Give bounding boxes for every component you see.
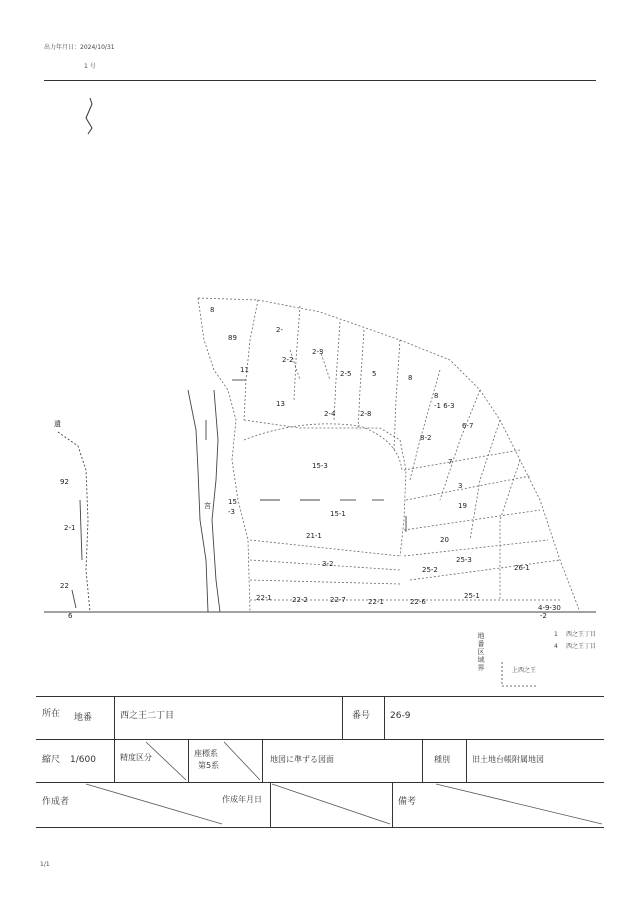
lot-label: 2-3	[312, 348, 324, 356]
lot-label: 20	[440, 536, 449, 544]
lot-label: 4-9-30	[538, 604, 561, 612]
lot-label: 13	[276, 400, 285, 408]
location-value: 西之王二丁目	[120, 711, 175, 721]
label-creator: 作成者	[42, 797, 70, 807]
lot-label: 22-2	[292, 596, 308, 604]
lot-label: 15-1	[330, 510, 346, 518]
lot-label: 2-1	[64, 524, 76, 532]
type-value: 旧土地台帳附属地図	[472, 755, 544, 764]
map-kind: 地図に準ずる図面	[270, 755, 334, 764]
lot-label: 2-4	[324, 410, 336, 418]
lot-label: 22	[60, 582, 69, 590]
label-notes: 備考	[398, 797, 417, 807]
lot-label: 92	[60, 478, 69, 486]
print-date: 出力年月日：2024/10/31	[44, 44, 115, 51]
label-location: 所在	[42, 709, 61, 719]
lot-label: 2-2	[282, 356, 294, 364]
legend-bracket	[500, 660, 540, 690]
page-label: 1 号	[84, 63, 96, 70]
legend-line-1: 西之王丁目	[566, 631, 597, 638]
label-location-sub: 地番	[74, 713, 93, 723]
lot-label: 3	[458, 482, 463, 490]
lot-label: 11	[240, 366, 249, 374]
lot-label: 25-3	[456, 556, 472, 564]
info-table	[36, 696, 604, 828]
page-code: 1/1	[40, 861, 50, 868]
lot-label: 25-1	[464, 592, 480, 600]
lot-label: 7	[448, 458, 453, 466]
label-precision: 精度区分	[120, 753, 152, 762]
scale-value: 1/600	[70, 755, 96, 765]
lot-label: 8	[434, 392, 439, 400]
sheet-value: 26-9	[390, 711, 411, 721]
lot-label: 15-3	[312, 462, 328, 470]
lot-label: 26-1	[514, 564, 530, 572]
legend-mark-2: 4	[554, 643, 558, 650]
lot-label: 89	[228, 334, 237, 342]
lot-label: 21-1	[306, 532, 322, 540]
legend-side-label: 地番区域界	[477, 632, 485, 672]
lot-label: 8	[408, 374, 413, 382]
lot-label: 22-7	[330, 596, 346, 604]
lot-label: 2-5	[340, 370, 352, 378]
lot-label: 6	[68, 612, 73, 620]
legend-area-label: 上西之王	[512, 667, 537, 674]
label-scale: 縮尺	[42, 755, 61, 765]
lot-label: -1 6-3	[434, 402, 455, 410]
lot-label: 25-2	[422, 566, 438, 574]
lot-label: 8-2	[420, 434, 432, 442]
lot-label: 2-	[276, 326, 283, 334]
lot-label: 15	[228, 498, 237, 506]
lot-label: 22-6	[410, 598, 426, 606]
label-created: 作成年月日	[222, 795, 262, 804]
lot-label: -2	[540, 612, 547, 620]
lot-label: 遺	[54, 420, 61, 428]
label-coord: 座標系	[194, 749, 218, 758]
lot-label: 8	[210, 306, 215, 314]
coord-value: 第5系	[198, 761, 220, 770]
legend-line-2: 西之王丁目	[566, 643, 597, 650]
lot-label: 5	[372, 370, 377, 378]
lot-label: 2-8	[360, 410, 372, 418]
lot-label: 宮	[204, 502, 211, 510]
north-arrow-icon	[86, 98, 92, 134]
lot-label: -3	[228, 508, 235, 516]
lot-label: 22-1	[368, 598, 384, 606]
label-sheet: 番号	[352, 711, 371, 721]
label-type: 種別	[434, 755, 450, 764]
lot-label: 19	[458, 502, 467, 510]
lot-labels	[54, 306, 561, 620]
lot-label: 22-1	[256, 594, 272, 602]
lot-label: 6-7	[462, 422, 474, 430]
lot-label: 3-2	[322, 560, 334, 568]
legend-mark-1: 1	[554, 631, 558, 638]
